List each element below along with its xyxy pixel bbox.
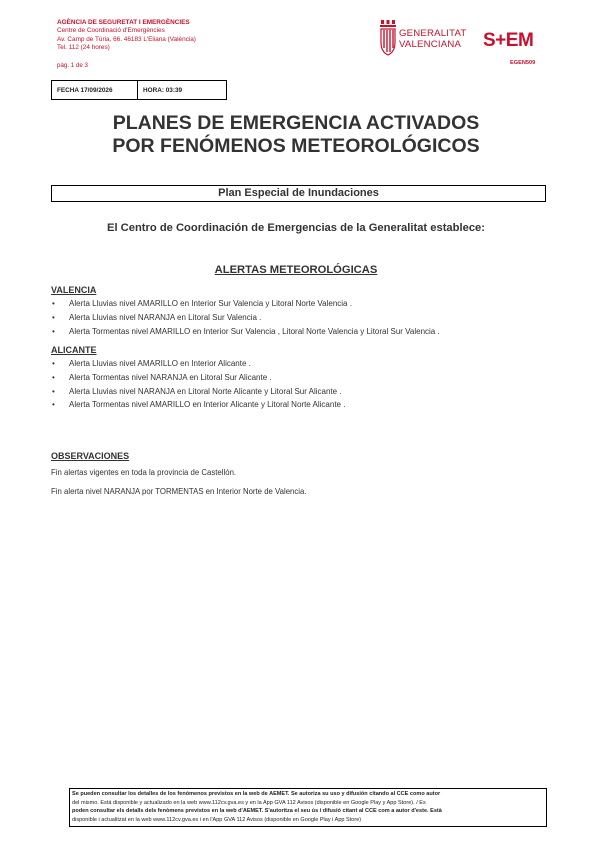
agency-line: Centre de Coordinació d'Emergències: [57, 27, 165, 35]
alert-text: Alerta Tormentas nivel AMARILLO en Interior Alicante y Litoral Norte Alicante .: [69, 400, 346, 410]
observaciones-heading: OBSERVACIONES: [51, 451, 130, 461]
document-code: EGEN509: [510, 60, 536, 66]
bullet-icon: •: [52, 326, 55, 336]
province-heading: VALENCIA: [51, 285, 97, 295]
agency-block: [57, 19, 196, 52]
alert-text: Alerta Tormentas nivel NARANJA en Litoral Sur Alicante .: [69, 372, 272, 382]
bullet-icon: •: [52, 299, 55, 308]
bullet-icon: •: [52, 312, 55, 322]
gva-logo: [379, 20, 471, 58]
alert-text: Alerta Lluvias nivel NARANJA en Litoral Norte Alicante y Litoral Sur Alicante .: [69, 386, 342, 396]
gva-logo-line: GENERALITAT: [399, 28, 467, 39]
alert-text: Alerta Lluvias nivel NARANJA en Litoral Sur Valencia .: [69, 312, 262, 322]
alert-item: [51, 398, 571, 412]
alerts-heading: ALERTAS METEOROLÓGICAS: [214, 264, 378, 276]
establece-statement: El Centro de Coordinación de Emergencias de la Generalitat establece:: [106, 222, 485, 234]
bullet-icon: •: [52, 386, 55, 396]
footer-line: disponible i actualitzat en la web www.112cv.gva.es i en l'App GVA 112 Avisos (disponible en Google Play i App Store): [72, 816, 362, 823]
date-cell: FECHA 17/09/2026: [52, 81, 138, 99]
alert-text: Alerta Tormentas nivel AMARILLO en Interior Sur Valencia , Litoral Norte Valencia y Litoral Sur Valencia .: [69, 326, 440, 336]
gva-emblem-icon: [379, 20, 397, 56]
plan-name: Plan Especial de Inundaciones: [51, 185, 546, 202]
alert-item: [51, 385, 571, 399]
alert-item: [51, 311, 571, 325]
alert-text: Alerta Lluvias nivel AMARILLO en Interior Alicante .: [69, 359, 251, 368]
time-cell: HORA: 03:39: [143, 87, 183, 94]
observacion-line: Fin alerta nivel NARANJA por TORMENTAS en Interior Norte de Valencia.: [51, 487, 307, 496]
bullet-icon: •: [52, 359, 55, 368]
province-heading: ALICANTE: [51, 345, 97, 355]
observacion-line: Fin alertas vigentes en toda la provincia de Castellón.: [51, 468, 237, 477]
page-indicator: pàg. 1 de 3: [57, 62, 88, 69]
bullet-icon: •: [52, 400, 55, 410]
alert-item: [51, 297, 571, 311]
date-time-box: [51, 80, 227, 100]
agency-line: Av. Camp de Túria, 66. 46183 L'Eliana (València): [57, 35, 196, 43]
agency-line: Tel. 112 (24 hores): [57, 43, 110, 51]
title-line: PLANES DE EMERGENCIA ACTIVADOS: [112, 112, 480, 134]
footer-line: del mismo. Está disponible y actualizado en la web www.112cv.gva.es y en la App GVA 112 Avisos (disponible en Google Play y App Store). / Es: [72, 799, 426, 806]
bullet-icon: •: [52, 372, 55, 382]
province-section-valencia: [51, 285, 571, 338]
alert-text: Alerta Lluvias nivel AMARILLO en Interior Sur Valencia y Litoral Norte Valencia .: [69, 299, 352, 308]
alert-item: [51, 371, 571, 385]
footer-disclaimer: [69, 788, 547, 827]
province-section-alicante: [51, 345, 571, 412]
title-line: POR FENÓMENOS METEOROLÓGICOS: [112, 134, 480, 157]
page-title: [0, 112, 592, 157]
footer-line: poden consultar els detalls dels fenòmens previstos en la web d'AEMET. S'autoritza el seu ús i difusió citant al CCE com a autor d'este. Està: [72, 808, 442, 815]
agency-name: AGÈNCIA DE SEGURETAT I EMERGÈNCIES: [57, 19, 190, 26]
gva-logo-line: VALENCIANA: [399, 39, 462, 50]
footer-line: Se pueden consultar los detalles de los fenómenos previstos en la web de AEMET. Se autoriza su uso y difusión citando al CCE como autor: [72, 791, 441, 797]
alert-item: [51, 357, 571, 371]
alert-item: [51, 325, 571, 339]
sem-logo: S+EM: [483, 30, 534, 51]
